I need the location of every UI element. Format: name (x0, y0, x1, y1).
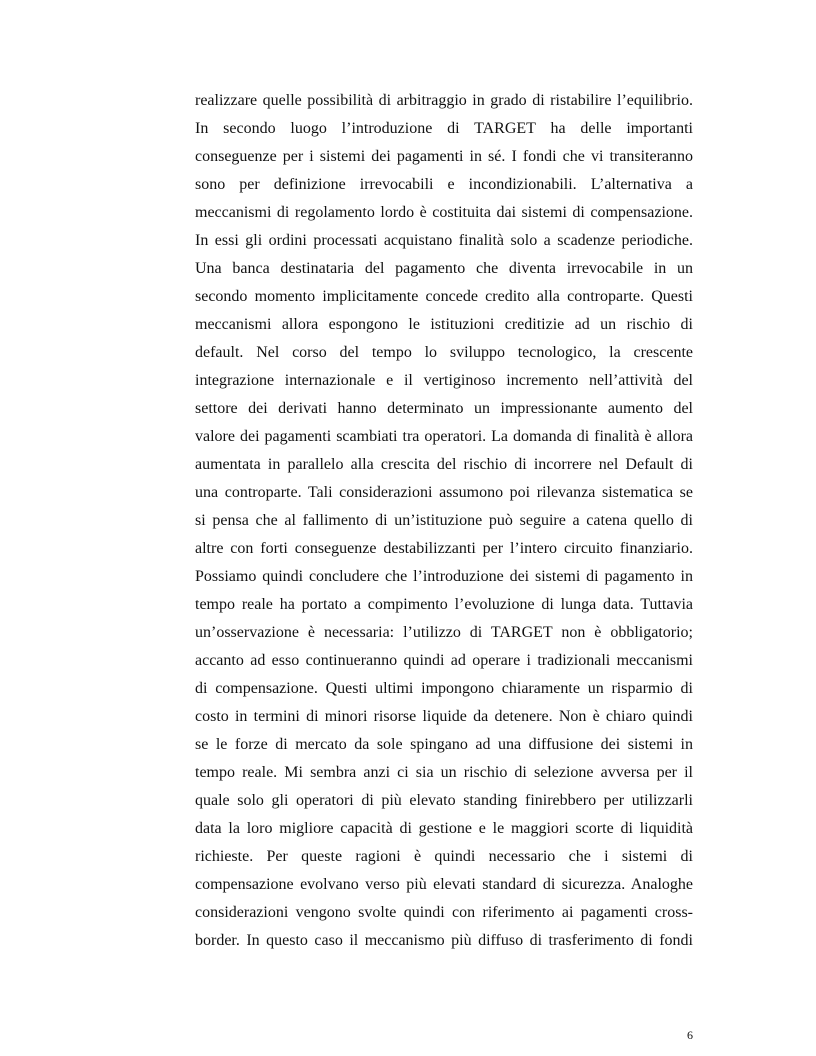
text-line: Una banca destinataria del pagamento che diventa irrevocabile in un (195, 260, 693, 277)
text-line: si pensa che al fallimento di un’istituzione può seguire a catena quello di (195, 512, 693, 529)
text-line: aumentata in parallelo alla crescita del rischio di incorrere nel Default di (195, 456, 693, 473)
text-line: compensazione evolvano verso più elevati standard di sicurezza. Analoghe (195, 876, 693, 893)
text-line: In secondo luogo l’introduzione di TARGET ha delle importanti (195, 120, 693, 137)
text-line: richieste. Per queste ragioni è quindi necessario che i sistemi di (195, 848, 693, 865)
text-line: settore dei derivati hanno determinato un impressionante aumento del (195, 400, 693, 417)
text-line: se le forze di mercato da sole spingano ad una diffusione dei sistemi in (195, 736, 693, 753)
text-line: di compensazione. Questi ultimi impongono chiaramente un risparmio di (195, 680, 693, 697)
text-line: accanto ad esso continueranno quindi ad operare i tradizionali meccanismi (195, 652, 693, 669)
text-line: Possiamo quindi concludere che l’introduzione dei sistemi di pagamento in (195, 568, 693, 585)
text-line: secondo momento implicitamente concede credito alla controparte. Questi (195, 288, 693, 305)
text-line: In essi gli ordini processati acquistano finalità solo a scadenze periodiche. (195, 232, 693, 249)
text-line: un’osservazione è necessaria: l’utilizzo di TARGET non è obbligatorio; (195, 624, 693, 641)
text-line: una controparte. Tali considerazioni assumono poi rilevanza sistematica se (195, 484, 693, 501)
text-line: valore dei pagamenti scambiati tra operatori. La domanda di finalità è allora (195, 428, 693, 445)
text-line: considerazioni vengono svolte quindi con riferimento ai pagamenti cross- (195, 904, 693, 921)
text-line: border. In questo caso il meccanismo più diffuso di trasferimento di fondi (195, 932, 693, 949)
text-line: altre con forti conseguenze destabilizzanti per l’intero circuito finanziario. (195, 540, 693, 557)
text-line: realizzare quelle possibilità di arbitraggio in grado di ristabilire l’equilibrio. (195, 92, 693, 109)
text-line: meccanismi allora espongono le istituzioni creditizie ad un rischio di (195, 316, 693, 333)
text-line: tempo reale ha portato a compimento l’evoluzione di lunga data. Tuttavia (195, 596, 693, 613)
text-line: meccanismi di regolamento lordo è costituita dai sistemi di compensazione. (195, 204, 693, 221)
text-line: conseguenze per i sistemi dei pagamenti in sé. I fondi che vi transiteranno (195, 148, 693, 165)
text-line: tempo reale. Mi sembra anzi ci sia un rischio di selezione avversa per il (195, 764, 693, 781)
text-line: data la loro migliore capacità di gestione e le maggiori scorte di liquidità (195, 820, 693, 837)
text-line: sono per definizione irrevocabili e incondizionabili. L’alternativa a (195, 176, 693, 193)
text-line: costo in termini di minori risorse liquide da detenere. Non è chiaro quindi (195, 708, 693, 725)
text-line: integrazione internazionale e il vertiginoso incremento nell’attività del (195, 372, 693, 389)
page-number: 6 (687, 1028, 693, 1042)
text-line: default. Nel corso del tempo lo sviluppo tecnologico, la crescente (195, 344, 693, 361)
text-line: quale solo gli operatori di più elevato standing finirebbero per utilizzarli (195, 792, 693, 809)
body-paragraph (195, 87, 693, 955)
